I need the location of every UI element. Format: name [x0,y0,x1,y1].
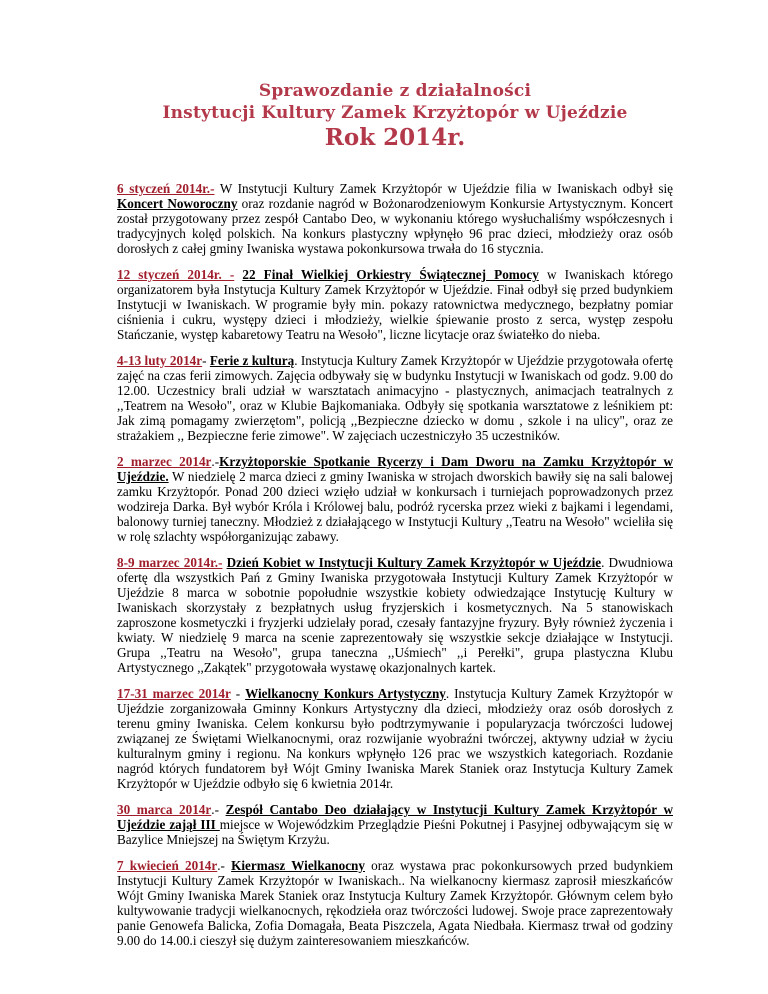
entry-text: . Dwudniowa ofertę dla wszystkich Pań z Gminy Iwaniska przygotowała Instytucji Kultury Zamek Krzyżtopór w Ujeździe 8 marca w sobotnie popołudnie wszystkie kobiety odwiedzające Instytucję Kultury w Iwaniskach skorzystały z bezpłatnych usług fryzjerskich i kosmetycznych. Na 5 stanowiskach zaproszone kosmetyczki i fryzjerki udzielały porad, czesały fantazyjne fryzury. Były również życzenia i kwiaty. W niedzielę 9 marca na scenie zaprezentowały się wszystkie sekcje działające w Instytucji. Grupa ,,Teatru na Wesoło", grupa taneczna ,,Uśmiech" ,,i Perełki", grupa plastyczna Klubu Artystycznego ,,Zakątek" przygotowała wystawę okazjonalnych kartek. [117,555,673,675]
report-entry [117,802,673,847]
report-entries [117,181,673,948]
entry-heading: Krzyżtoporskie Spotkanie Rycerzy i Dam Dworu na Zamku Krzyżtopór w Ujeździe. [117,454,673,484]
report-entry [117,555,673,675]
entry-text: . Instytucja Kultury Zamek Krzyżtopór w Ujeździe przygotowała ofertę zajęć na czas ferii zimowych. Zajęcia odbywały się w budynku Instytucji w Iwaniskach od godz. 9.00 do 12.00. Uczestnicy brali udział w warsztatach animacyjno - plastycznych, animacjach teatralnych z ,,Teatrem na Wesoło", oraz w Klubie Bajkomaniaka. Odbyły się spotkania warsztatowe z leśnikiem pt: Jak zimą pomagamy zwierzętom", policją ,,Bezpieczne dziecko w domu , szkole i na ulicy", oraz ze strażakiem ,, Bezpieczne ferie zimowe". W zajęciach uczestniczyło 35 uczestników. [117,353,673,443]
entry-date: 4-13 luty 2014r [117,353,203,368]
entry-date: 12 styczeń 2014r. - [117,267,235,282]
entry-text: oraz rozdanie nagród w Bożonarodzeniowym Konkursie Artystycznym. Koncert został przygotowany przez zespół Cantabo Deo, w wykonaniu którego wysłuchaliśmy współczesnych i tradycyjnych kolęd polskich. Na konkurs plastyczny wpłynęło 96 prac dzieci, młodzieży oraz osób dorosłych z całej gminy Iwaniska wystawa pokonkursowa trwała do 16 stycznia. [117,196,673,256]
entry-date: 30 marca 2014r [117,802,212,817]
report-entry [117,267,673,342]
entry-date: 17-31 marzec 2014r [117,686,231,701]
entry-date: 2 marzec 2014r [117,454,212,469]
entry-connector: .- [217,858,232,873]
entry-heading: Ferie z kulturą [209,353,295,368]
entry-connector: - [230,686,246,701]
entry-heading: Wielkanocny Konkurs Artystyczny [245,686,446,701]
document-page [117,80,673,959]
document-title [117,80,673,149]
title-line-1: Sprawozdanie z działalności [258,81,532,101]
report-entry [117,181,673,256]
entry-text: miejsce w Wojewódzkim Przeglądzie Pieśni Pokutnej i Pasyjnej odbywającym się w Bazylice Mniejszej na Świętym Krzyżu. [117,817,673,847]
entry-text: W niedzielę 2 marca dzieci z gminy Iwaniska w strojach dworskich bawiły się na sali balowej zamku Krzyżtopór. Ponad 200 dzieci wzięło udział w konkursach i turniejach poprowadzonych przez wodzireja Darka. Był wybór Króla i Królowej balu, podróż rycerska przez wieki z bajkami i legendami, balonowy turniej taneczny. Młodzież z działającego w Instytucji Kultury ,,Teatru na Wesoło" wcieliła się w rolę szlachty współorganizując zabawy. [117,469,673,544]
entry-text: w Iwaniskach którego organizatorem była Instytucja Kultury Zamek Krzyżtopór w Ujeździe. Finał odbył się przed budynkiem Instytucji w Iwaniskach. W programie były min. pokazy ratownictwa medycznego, bezpłatny pomiar ciśnienia i cukru, występy dzieci i młodzieży, wielkie śpiewanie prosto z serca, występ zespołu Stańczanie, występ kabaretowy Teatru na Wesoło", liczne licytacje oraz światełko do nieba. [117,267,674,342]
report-entry [117,858,673,948]
entry-heading: 22 Finał Wielkiej Orkiestry Świątecznej Pomocy [242,267,539,282]
entry-text: . Instytucja Kultury Zamek Krzyżtopór w Ujeździe zorganizowała Gminny Konkurs Artystyczny dla dzieci, młodzieży oraz osób dorosłych z terenu gminy Iwaniska. Celem konkursu było podtrzymywanie i popularyzacja twórczości ludowej związanej ze Świętami Wielkanocnymi, oraz rozwijanie wyobraźni twórczej, aktywny udział w życiu kulturalnym gminy i regionu. Na konkurs wpłynęło 126 prac we wszystkich kategoriach. Rozdanie nagród których fundatorem był Wójt Gminy Iwaniska Marek Staniek oraz Instytucja Kultury Zamek Krzyżtopór w Ujeździe odbyło się 6 kwietnia 2014r. [117,686,673,791]
entry-heading: Zespół Cantabo Deo działający w Instytucji Kultury Zamek Krzyżtopór w Ujeździe zajął III [117,802,673,832]
entry-text: oraz wystawa prac pokonkursowych przed budynkiem Instytucji Kultury Zamek Krzyżtopór w Iwaniskach.. Na wielkanocny kiermasz zaprosił mieszkańców Wójt Gminy Iwaniska Marek Staniek oraz Instytucja Kultury Zamek Krzyżtopór. Głównym celem było kultywowanie tradycji wielkanocnych, rękodzieła oraz twórczości ludowej. Swoje prace zaprezentowały panie Genowefa Balicka, Zofia Domagała, Beata Piszczela, Agata Niedbała. Kiermasz trwał od godziny 9.00 do 14.00.i cieszył się dużym zainteresowaniem mieszkańców. [117,858,673,948]
entry-heading: Dzień Kobiet w Instytucji Kultury Zamek Krzyżtopór w Ujeździe [226,555,602,570]
entry-date: 6 styczeń 2014r.- [117,181,215,196]
title-year: Rok 2014r. [324,124,466,151]
entry-connector: - [202,353,210,368]
title-line-2: Instytucji Kultury Zamek Krzyżtopór w Ujeździe [162,103,628,123]
entry-heading: Kiermasz Wielkanocny [231,858,365,873]
entry-heading: Koncert Noworoczny [117,196,238,211]
report-entry [117,686,673,791]
entry-connector: .- [211,454,220,469]
entry-date: 8-9 marzec 2014r.- [117,555,223,570]
report-entry [117,454,673,544]
report-entry [117,353,673,443]
entry-connector: W Instytucji Kultury Zamek Krzyżtopór w Ujeździe filia w Iwaniskach odbył się [214,181,673,196]
entry-connector: .- [211,802,226,817]
entry-date: 7 kwiecień 2014r [117,858,218,873]
